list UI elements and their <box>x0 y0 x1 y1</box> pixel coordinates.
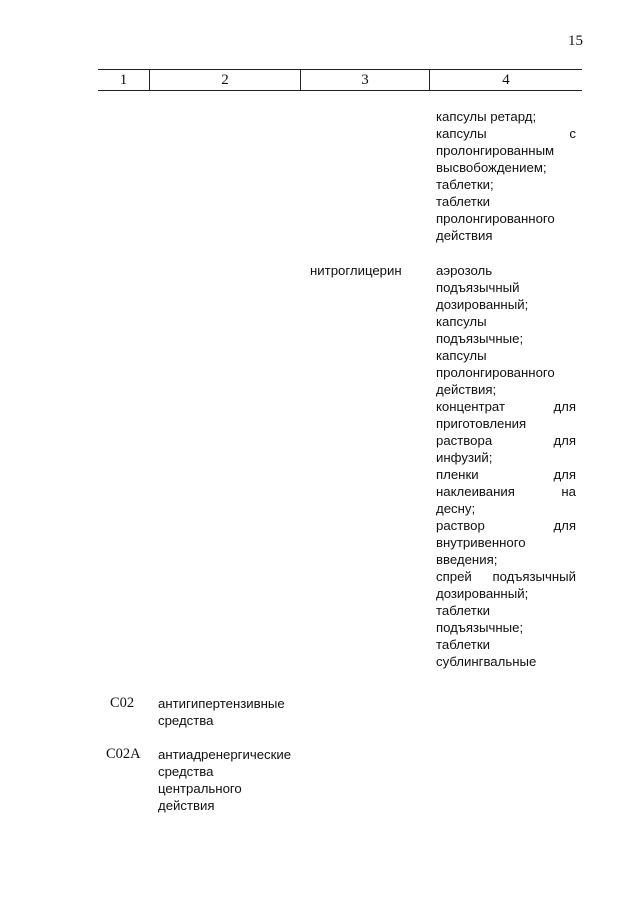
dosage-form-line: пролонгированного <box>436 365 555 380</box>
dosage-form-line: действия; <box>436 382 497 397</box>
atc-group-name-line: антигипертензивные <box>158 696 285 711</box>
atc-group-name-line: средства <box>158 764 214 779</box>
dosage-form-line: пролонгированным <box>436 143 555 158</box>
atc-group-name-line: действия <box>158 798 215 813</box>
atc-group-name-line: антиадренергические <box>158 747 292 762</box>
column-header-4: 4 <box>429 70 582 90</box>
dosage-form-line: дозированный; <box>436 586 529 601</box>
dosage-form-word: капсулы <box>436 126 487 141</box>
atc-code: C02 <box>110 695 135 711</box>
dosage-form-word: пленки <box>436 467 479 482</box>
column-header-1: 1 <box>119 72 128 88</box>
dosage-form-line <box>436 466 576 483</box>
dosage-form-line: действия <box>436 228 493 243</box>
dosage-form-line: таблетки <box>436 637 490 652</box>
dosage-form-line: сублингвальные <box>436 654 537 669</box>
dosage-form-line <box>436 398 576 415</box>
dosage-forms-continued <box>436 108 576 244</box>
dosage-form-line: инфузий; <box>436 450 493 465</box>
dosage-form-word: раствор <box>436 518 485 533</box>
dosage-form-line <box>436 432 576 449</box>
dosage-form-line: подъязычные; <box>436 331 524 346</box>
dosage-form-line <box>436 568 576 585</box>
dosage-form-word: раствора <box>436 433 493 448</box>
dosage-forms-nitroglycerin <box>436 262 576 670</box>
dosage-form-word: спрей <box>436 569 472 584</box>
dosage-form-line: десну; <box>436 501 476 516</box>
dosage-form-word: для <box>553 399 576 414</box>
dosage-form-line: таблетки <box>436 194 490 209</box>
dosage-form-word: наклеивания <box>436 484 515 499</box>
atc-group-name-line: центрального <box>158 781 242 796</box>
dosage-form-line: высвобождением; <box>436 160 547 175</box>
dosage-form-line: внутривенного <box>436 535 526 550</box>
table-header <box>98 69 582 91</box>
drug-name: нитроглицерин <box>310 263 402 278</box>
dosage-form-line: таблетки <box>436 603 490 618</box>
column-header-3: 3 <box>300 70 429 90</box>
dosage-form-line: приготовления <box>436 416 527 431</box>
atc-group-name <box>158 695 285 729</box>
atc-code: C02A <box>106 746 141 762</box>
dosage-form-line: введения; <box>436 552 498 567</box>
dosage-form-line: подъязычный <box>436 280 520 295</box>
dosage-form-line: дозированный; <box>436 297 529 312</box>
dosage-form-line <box>436 517 576 534</box>
atc-group-name <box>158 746 291 814</box>
dosage-form-word: с <box>569 126 576 141</box>
dosage-form-line: подъязычные; <box>436 620 524 635</box>
column-header-2: 2 <box>149 70 300 90</box>
dosage-form-line: капсулы ретард; <box>436 109 537 124</box>
page-number: 15 <box>568 33 583 49</box>
dosage-form-word: на <box>561 484 576 499</box>
dosage-form-line: капсулы <box>436 314 487 329</box>
dosage-form-line <box>436 483 576 500</box>
dosage-form-line: таблетки; <box>436 177 494 192</box>
atc-group-name-line: средства <box>158 713 214 728</box>
dosage-form-line: пролонгированного <box>436 211 555 226</box>
dosage-form-word: подъязычный <box>492 569 576 584</box>
dosage-form-line: капсулы <box>436 348 487 363</box>
dosage-form-word: для <box>553 433 576 448</box>
dosage-form-word: для <box>553 467 576 482</box>
dosage-form-word: для <box>553 518 576 533</box>
dosage-form-line <box>436 125 576 142</box>
dosage-form-line: аэрозоль <box>436 263 493 278</box>
dosage-form-word: концентрат <box>436 399 506 414</box>
